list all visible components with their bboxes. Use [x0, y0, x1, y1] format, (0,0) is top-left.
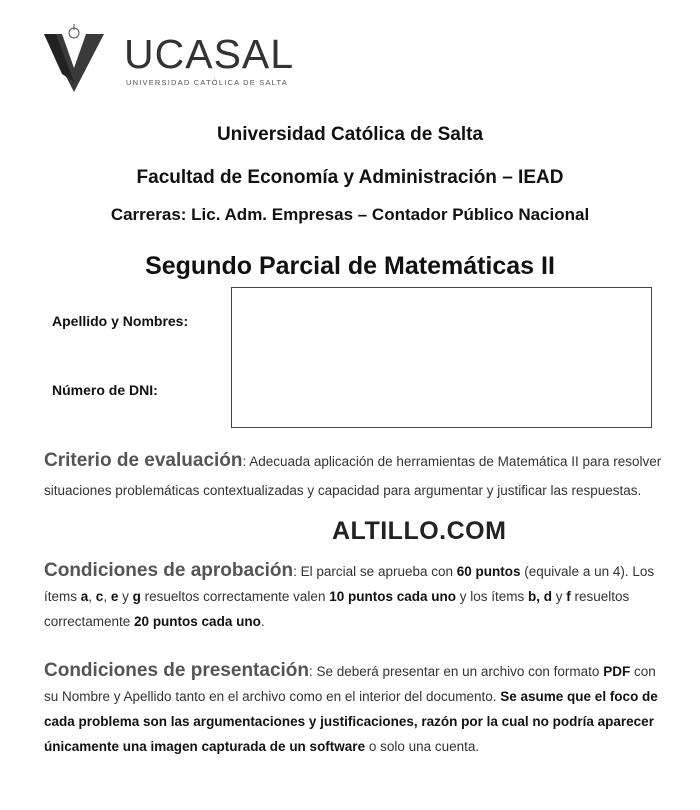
dni-label: Número de DNI:	[52, 382, 158, 398]
aprobacion-bold: a	[80, 589, 89, 604]
aprobacion-text: (equivale a un 4). Los ítems	[44, 564, 655, 604]
aprobacion-bold: g	[132, 589, 141, 604]
aprobacion-bold: e	[110, 589, 119, 604]
name-label: Apellido y Nombres:	[52, 313, 189, 329]
aprobacion-bold: 60 puntos	[456, 564, 521, 579]
presentacion-text: : Se deberá presentar en un archivo con formato	[309, 664, 604, 679]
aprobacion-text: y los ítems	[455, 589, 528, 604]
aprobacion-heading: Condiciones de aprobación	[44, 560, 294, 581]
brand-name: UCASAL	[124, 31, 295, 77]
aprobacion-paragraph	[44, 558, 664, 634]
watermark: ALTILLO.COM	[332, 517, 507, 545]
aprobacion-text: .	[260, 614, 265, 629]
presentacion-heading: Condiciones de presentación	[44, 660, 309, 681]
presentacion-paragraph	[44, 658, 664, 759]
presentacion-bold: PDF	[603, 664, 631, 679]
aprobacion-text: resueltos correctamente valen	[140, 589, 330, 604]
aprobacion-bold: 20 puntos cada uno	[134, 614, 261, 629]
presentacion-bold: Se asume que el foco de cada problema son las argumentaciones y justificaciones, razón por la cual no podría aparecer únicamente una imagen capturada de un software	[44, 689, 658, 754]
aprobacion-text: y	[552, 589, 567, 604]
ucasal-logo	[42, 20, 302, 98]
name-field[interactable]	[231, 287, 652, 359]
aprobacion-bold: 10 puntos cada uno	[329, 589, 456, 604]
aprobacion-text: : El parcial se aprueba con	[293, 564, 457, 579]
exam-title: Segundo Parcial de Matemáticas II	[145, 252, 555, 280]
dni-field[interactable]	[231, 357, 652, 428]
careers-line: Carreras: Lic. Adm. Empresas – Contador Público Nacional	[110, 205, 590, 224]
university-name: Universidad Católica de Salta	[216, 124, 484, 145]
criterio-heading: Criterio de evaluación	[44, 450, 243, 471]
aprobacion-bold: b, d	[528, 589, 552, 604]
criterio-text: : Adecuada aplicación de herramientas de Matemática II para resolver situaciones problemáticas contextualizadas y capacidad para argumentar y justificar las respuestas.	[44, 454, 662, 498]
aprobacion-text: ,	[103, 589, 111, 604]
aprobacion-bold: f	[566, 589, 571, 604]
presentacion-text: con su Nombre y Apellido tanto en el archivo como en el interior del documento.	[44, 664, 656, 704]
aprobacion-text: y	[118, 589, 133, 604]
criterio-paragraph	[44, 446, 664, 505]
aprobacion-text: resueltos correctamente	[44, 589, 630, 629]
ucasal-shield-icon	[42, 24, 106, 94]
aprobacion-bold: c	[95, 589, 104, 604]
faculty-name: Facultad de Economía y Administración – IEAD	[136, 167, 564, 188]
brand-subtitle: UNIVERSIDAD CATÓLICA DE SALTA	[126, 78, 288, 87]
aprobacion-text: ,	[88, 589, 96, 604]
presentacion-text: o solo una cuenta.	[365, 739, 480, 754]
